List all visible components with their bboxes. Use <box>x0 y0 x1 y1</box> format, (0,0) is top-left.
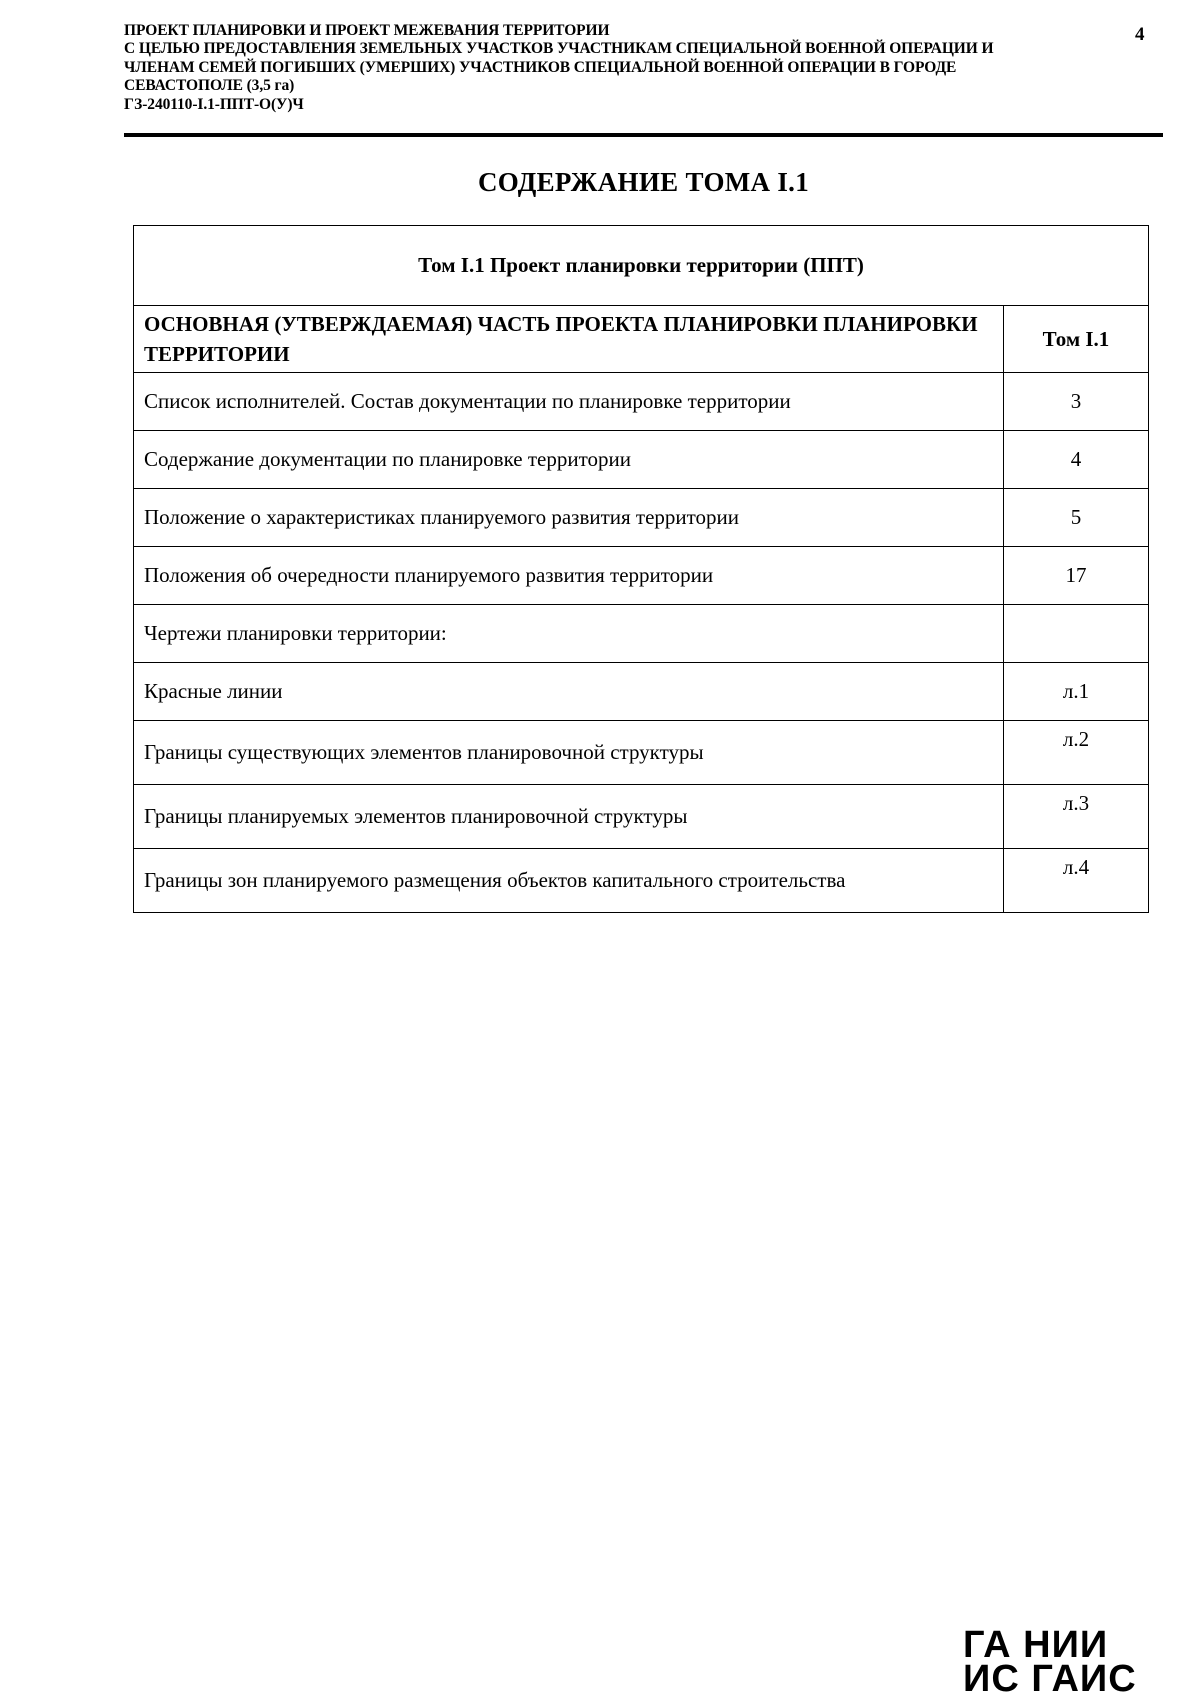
table-row <box>134 849 1149 913</box>
header-divider <box>124 133 1163 137</box>
logo-line-1: ГА НИИ <box>963 1624 1109 1666</box>
table-row <box>134 605 1149 663</box>
table-row <box>134 373 1149 431</box>
row-title: Положение о характеристиках планируемого развития территории <box>134 489 1004 547</box>
row-page: л.3 <box>1004 785 1149 849</box>
table-row <box>134 721 1149 785</box>
row-title: Чертежи планировки территории: <box>134 605 1004 663</box>
logo-line-2: ИС ГАИС <box>963 1658 1137 1700</box>
part-volume: Том I.1 <box>1004 306 1149 373</box>
row-page <box>1004 605 1149 663</box>
volume-heading: Том I.1 Проект планировки территории (ППТ) <box>134 226 1149 306</box>
row-page: л.1 <box>1004 663 1149 721</box>
header-document-code: ГЗ-240110-I.1-ППТ-О(У)Ч <box>124 95 304 113</box>
table-row <box>134 663 1149 721</box>
row-title: Границы планируемых элементов планировочной структуры <box>134 785 1004 849</box>
row-title: Содержание документации по планировке территории <box>134 431 1004 489</box>
part-heading: ОСНОВНАЯ (УТВЕРЖДАЕМАЯ) ЧАСТЬ ПРОЕКТА ПЛАНИРОВКИ ПЛАНИРОВКИ ТЕРРИТОРИИ <box>134 306 1004 373</box>
header-line-2: С ЦЕЛЬЮ ПРЕДОСТАВЛЕНИЯ ЗЕМЕЛЬНЫХ УЧАСТКОВ УЧАСТНИКАМ СПЕЦИАЛЬНОЙ ВОЕННОЙ ОПЕРАЦИИ И <box>124 40 994 58</box>
header-line-1: ПРОЕКТ ПЛАНИРОВКИ И ПРОЕКТ МЕЖЕВАНИЯ ТЕРРИТОРИИ <box>124 22 610 39</box>
page-number: 4 <box>1135 24 1145 45</box>
table-row <box>134 489 1149 547</box>
row-page: л.2 <box>1004 721 1149 785</box>
table-row <box>134 785 1149 849</box>
table-row <box>134 547 1149 605</box>
row-title: Список исполнителей. Состав документации по планировке территории <box>134 373 1004 431</box>
volume-heading-row <box>134 226 1149 306</box>
part-heading-row <box>134 306 1149 373</box>
row-page: 5 <box>1004 489 1149 547</box>
row-title: Положения об очередности планируемого развития территории <box>134 547 1004 605</box>
page-title: СОДЕРЖАНИЕ ТОМА I.1 <box>477 167 810 197</box>
header-line-3: ЧЛЕНАМ СЕМЕЙ ПОГИБШИХ (УМЕРШИХ) УЧАСТНИКОВ СПЕЦИАЛЬНОЙ ВОЕННОЙ ОПЕРАЦИИ В ГОРОДЕ <box>124 58 957 76</box>
organization-logo <box>963 1624 1137 1700</box>
row-page: 17 <box>1004 547 1149 605</box>
row-title: Границы зон планируемого размещения объектов капитального строительства <box>134 849 1004 913</box>
table-row <box>134 431 1149 489</box>
document-header <box>124 22 1124 114</box>
row-title: Границы существующих элементов планировочной структуры <box>134 721 1004 785</box>
row-page: 3 <box>1004 373 1149 431</box>
row-page: 4 <box>1004 431 1149 489</box>
contents-table <box>133 225 1149 913</box>
row-title: Красные линии <box>134 663 1004 721</box>
header-line-4: СЕВАСТОПОЛЕ (3,5 га) <box>124 77 295 95</box>
row-page: л.4 <box>1004 849 1149 913</box>
